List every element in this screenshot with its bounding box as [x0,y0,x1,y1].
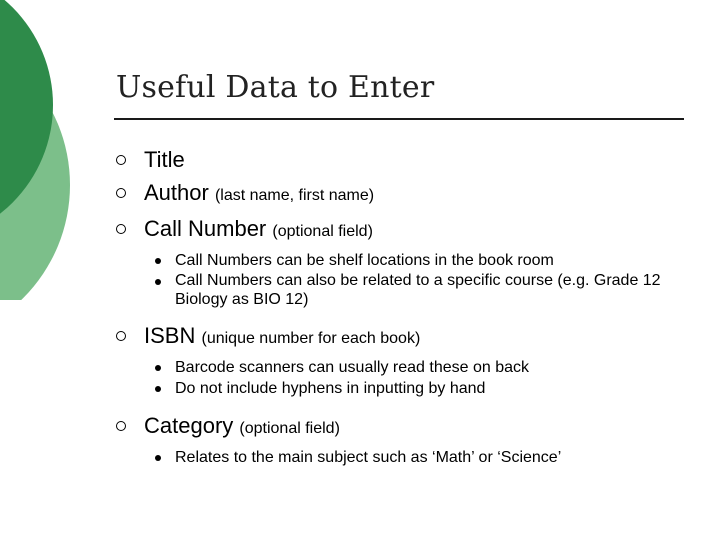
title-divider [114,118,684,120]
decorative-green-circles [0,0,120,300]
bullet-note: (optional field) [239,420,340,437]
bullet-isbn [114,319,694,355]
sub-bullet-text: Relates to the main subject such as ‘Math’ or ‘Science’ [175,449,562,466]
hollow-circle-bullet-icon [116,331,126,341]
slide-content [114,143,694,478]
bullet-note: (unique number for each book) [201,330,421,347]
sub-bullet [114,447,694,468]
filled-dot-bullet-icon [155,455,161,461]
filled-dot-bullet-icon [155,386,161,392]
bullet-label: ISBN [144,323,196,348]
filled-dot-bullet-icon [155,258,161,264]
bullet-author [114,176,694,212]
bullet-call-number [114,212,694,248]
sub-bullet [114,378,694,399]
bullet-category [114,409,694,445]
sub-bullet [114,271,694,309]
hollow-circle-bullet-icon [116,421,126,431]
sub-bullet [114,250,694,271]
hollow-circle-bullet-icon [116,155,126,165]
sub-list-category [114,447,694,468]
sub-list-call-number [114,250,694,309]
bullet-label: Title [144,147,185,172]
sub-bullet [114,357,694,378]
bullet-label: Category [144,413,234,438]
bullet-label: Author [144,180,209,205]
hollow-circle-bullet-icon [116,188,126,198]
sub-bullet-text: Do not include hyphens in inputting by hand [175,380,486,397]
filled-dot-bullet-icon [155,365,161,371]
hollow-circle-bullet-icon [116,224,126,234]
slide-title: Useful Data to Enter [116,70,435,105]
sub-bullet-text: Call Numbers can also be related to a specific course (e.g. Grade 12 Biology as BIO 12) [175,272,661,308]
sub-bullet-text: Barcode scanners can usually read these on back [175,359,529,376]
sub-bullet-text: Call Numbers can be shelf locations in the book room [175,252,554,269]
filled-dot-bullet-icon [155,279,161,285]
bullet-label: Call Number [144,216,267,241]
bullet-note: (last name, first name) [214,187,375,204]
bullet-title [114,143,694,176]
bullet-note: (optional field) [272,223,373,240]
sub-list-isbn [114,357,694,399]
